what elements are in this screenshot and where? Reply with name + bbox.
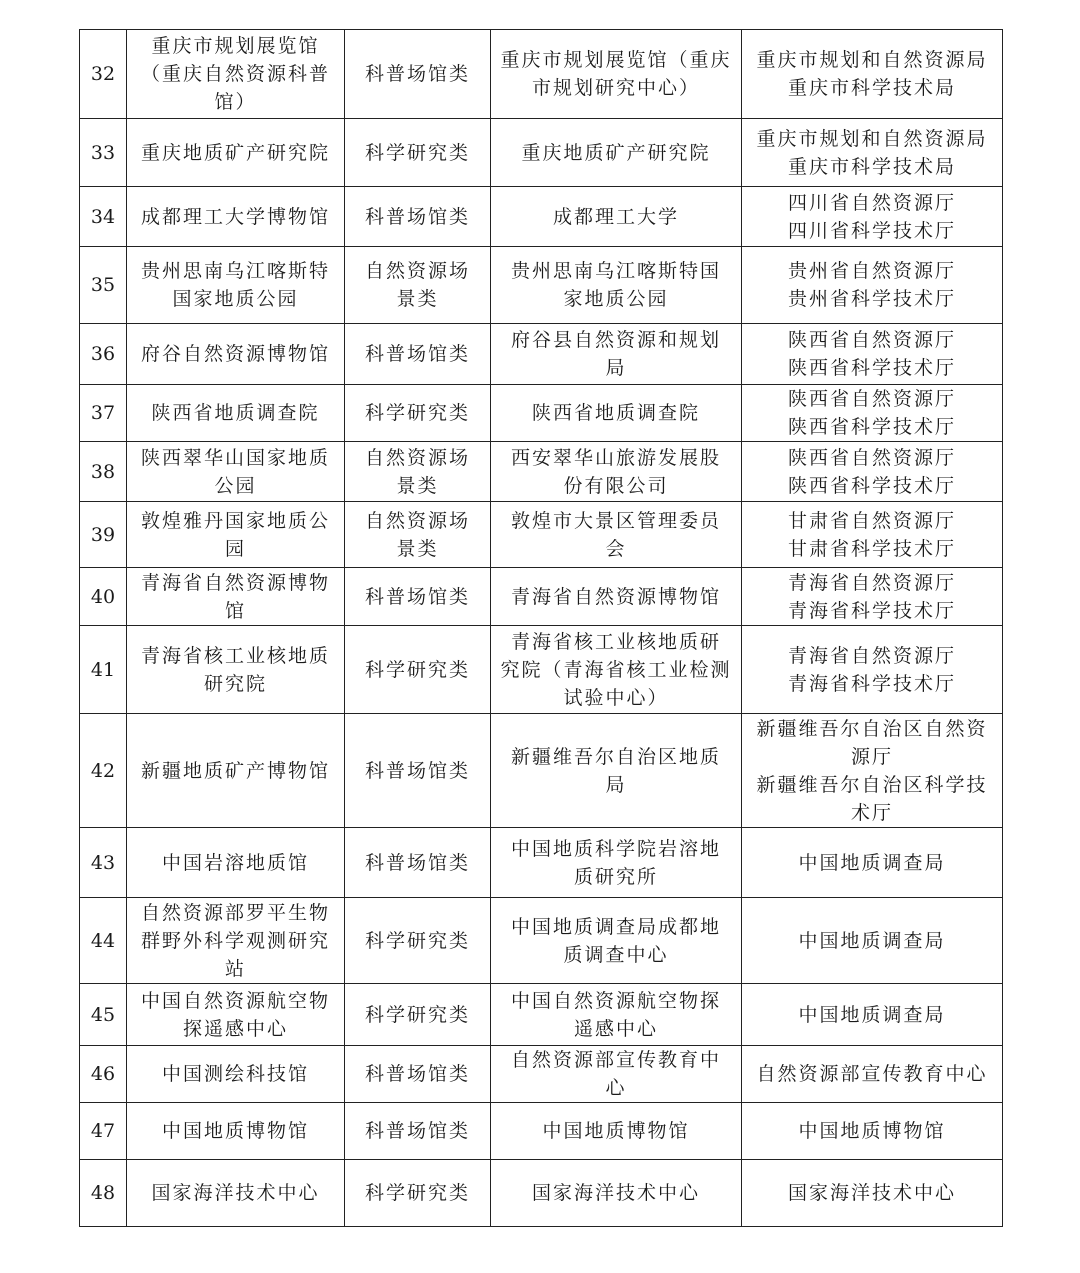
- table-row: [80, 187, 1003, 247]
- recommending-unit-cell: 重庆市规划和自然资源局 重庆市科学技术局: [742, 119, 1003, 187]
- recommending-unit-cell: 青海省自然资源厅 青海省科学技术厅: [742, 568, 1003, 626]
- base-name-cell: 重庆市规划展览馆 （重庆自然资源科普 馆）: [127, 30, 345, 119]
- row-number: 39: [80, 502, 127, 568]
- base-list-table: [79, 29, 1003, 1227]
- base-name-cell: 中国地质博物馆: [127, 1103, 345, 1160]
- host-unit-cell: 中国地质科学院岩溶地 质研究所: [491, 828, 742, 898]
- category-cell: 科学研究类: [345, 119, 491, 187]
- category-cell: 自然资源场 景类: [345, 247, 491, 324]
- recommending-unit-cell: 陕西省自然资源厅 陕西省科学技术厅: [742, 442, 1003, 502]
- row-number: 32: [80, 30, 127, 119]
- host-unit-cell: 青海省核工业核地质研 究院（青海省核工业检测 试验中心）: [491, 626, 742, 714]
- host-unit-cell: 重庆地质矿产研究院: [491, 119, 742, 187]
- table-row: [80, 984, 1003, 1046]
- category-cell: 科普场馆类: [345, 187, 491, 247]
- row-number: 37: [80, 385, 127, 442]
- base-name-cell: 中国测绘科技馆: [127, 1046, 345, 1103]
- table-body: [80, 30, 1003, 1227]
- host-unit-cell: 陕西省地质调查院: [491, 385, 742, 442]
- table-row: [80, 442, 1003, 502]
- row-number: 40: [80, 568, 127, 626]
- table-row: [80, 1103, 1003, 1160]
- base-name-cell: 成都理工大学博物馆: [127, 187, 345, 247]
- category-cell: 科学研究类: [345, 385, 491, 442]
- row-number: 48: [80, 1160, 127, 1227]
- recommending-unit-cell: 陕西省自然资源厅 陕西省科学技术厅: [742, 385, 1003, 442]
- category-cell: 科普场馆类: [345, 828, 491, 898]
- recommending-unit-cell: 中国地质调查局: [742, 828, 1003, 898]
- table-row: [80, 502, 1003, 568]
- host-unit-cell: 自然资源部宣传教育中 心: [491, 1046, 742, 1103]
- row-number: 45: [80, 984, 127, 1046]
- row-number: 46: [80, 1046, 127, 1103]
- host-unit-cell: 国家海洋技术中心: [491, 1160, 742, 1227]
- category-cell: 科普场馆类: [345, 324, 491, 385]
- row-number: 43: [80, 828, 127, 898]
- recommending-unit-cell: 青海省自然资源厅 青海省科学技术厅: [742, 626, 1003, 714]
- host-unit-cell: 西安翠华山旅游发展股 份有限公司: [491, 442, 742, 502]
- base-name-cell: 府谷自然资源博物馆: [127, 324, 345, 385]
- base-name-cell: 自然资源部罗平生物 群野外科学观测研究 站: [127, 898, 345, 984]
- base-name-cell: 陕西翠华山国家地质 公园: [127, 442, 345, 502]
- host-unit-cell: 中国自然资源航空物探 遥感中心: [491, 984, 742, 1046]
- category-cell: 科学研究类: [345, 984, 491, 1046]
- table-row: [80, 828, 1003, 898]
- row-number: 44: [80, 898, 127, 984]
- category-cell: 科学研究类: [345, 626, 491, 714]
- recommending-unit-cell: 中国地质调查局: [742, 984, 1003, 1046]
- recommending-unit-cell: 国家海洋技术中心: [742, 1160, 1003, 1227]
- base-name-cell: 重庆地质矿产研究院: [127, 119, 345, 187]
- recommending-unit-cell: 重庆市规划和自然资源局 重庆市科学技术局: [742, 30, 1003, 119]
- row-number: 33: [80, 119, 127, 187]
- table-row: [80, 385, 1003, 442]
- row-number: 47: [80, 1103, 127, 1160]
- table-row: [80, 898, 1003, 984]
- table-row: [80, 714, 1003, 828]
- recommending-unit-cell: 中国地质博物馆: [742, 1103, 1003, 1160]
- category-cell: 科普场馆类: [345, 1103, 491, 1160]
- row-number: 36: [80, 324, 127, 385]
- row-number: 42: [80, 714, 127, 828]
- recommending-unit-cell: 甘肃省自然资源厅 甘肃省科学技术厅: [742, 502, 1003, 568]
- table-row: [80, 626, 1003, 714]
- recommending-unit-cell: 四川省自然资源厅 四川省科学技术厅: [742, 187, 1003, 247]
- table-row: [80, 119, 1003, 187]
- base-name-cell: 中国自然资源航空物 探遥感中心: [127, 984, 345, 1046]
- base-name-cell: 国家海洋技术中心: [127, 1160, 345, 1227]
- host-unit-cell: 成都理工大学: [491, 187, 742, 247]
- recommending-unit-cell: 中国地质调查局: [742, 898, 1003, 984]
- base-name-cell: 贵州思南乌江喀斯特 国家地质公园: [127, 247, 345, 324]
- category-cell: 科学研究类: [345, 1160, 491, 1227]
- table-row: [80, 1046, 1003, 1103]
- category-cell: 科普场馆类: [345, 1046, 491, 1103]
- row-number: 34: [80, 187, 127, 247]
- recommending-unit-cell: 贵州省自然资源厅 贵州省科学技术厅: [742, 247, 1003, 324]
- table-row: [80, 30, 1003, 119]
- base-name-cell: 敦煌雅丹国家地质公 园: [127, 502, 345, 568]
- table-row: [80, 1160, 1003, 1227]
- category-cell: 科普场馆类: [345, 30, 491, 119]
- row-number: 38: [80, 442, 127, 502]
- base-name-cell: 青海省自然资源博物 馆: [127, 568, 345, 626]
- host-unit-cell: 中国地质调查局成都地 质调查中心: [491, 898, 742, 984]
- base-name-cell: 中国岩溶地质馆: [127, 828, 345, 898]
- base-name-cell: 新疆地质矿产博物馆: [127, 714, 345, 828]
- table-row: [80, 247, 1003, 324]
- host-unit-cell: 新疆维吾尔自治区地质 局: [491, 714, 742, 828]
- host-unit-cell: 贵州思南乌江喀斯特国 家地质公园: [491, 247, 742, 324]
- recommending-unit-cell: 自然资源部宣传教育中心: [742, 1046, 1003, 1103]
- recommending-unit-cell: 陕西省自然资源厅 陕西省科学技术厅: [742, 324, 1003, 385]
- base-name-cell: 陕西省地质调查院: [127, 385, 345, 442]
- row-number: 41: [80, 626, 127, 714]
- row-number: 35: [80, 247, 127, 324]
- category-cell: 科普场馆类: [345, 568, 491, 626]
- category-cell: 科普场馆类: [345, 714, 491, 828]
- host-unit-cell: 敦煌市大景区管理委员 会: [491, 502, 742, 568]
- table-row: [80, 324, 1003, 385]
- base-name-cell: 青海省核工业核地质 研究院: [127, 626, 345, 714]
- host-unit-cell: 中国地质博物馆: [491, 1103, 742, 1160]
- category-cell: 自然资源场 景类: [345, 502, 491, 568]
- category-cell: 自然资源场 景类: [345, 442, 491, 502]
- host-unit-cell: 青海省自然资源博物馆: [491, 568, 742, 626]
- category-cell: 科学研究类: [345, 898, 491, 984]
- recommending-unit-cell: 新疆维吾尔自治区自然资 源厅 新疆维吾尔自治区科学技 术厅: [742, 714, 1003, 828]
- host-unit-cell: 重庆市规划展览馆（重庆 市规划研究中心）: [491, 30, 742, 119]
- table-row: [80, 568, 1003, 626]
- host-unit-cell: 府谷县自然资源和规划 局: [491, 324, 742, 385]
